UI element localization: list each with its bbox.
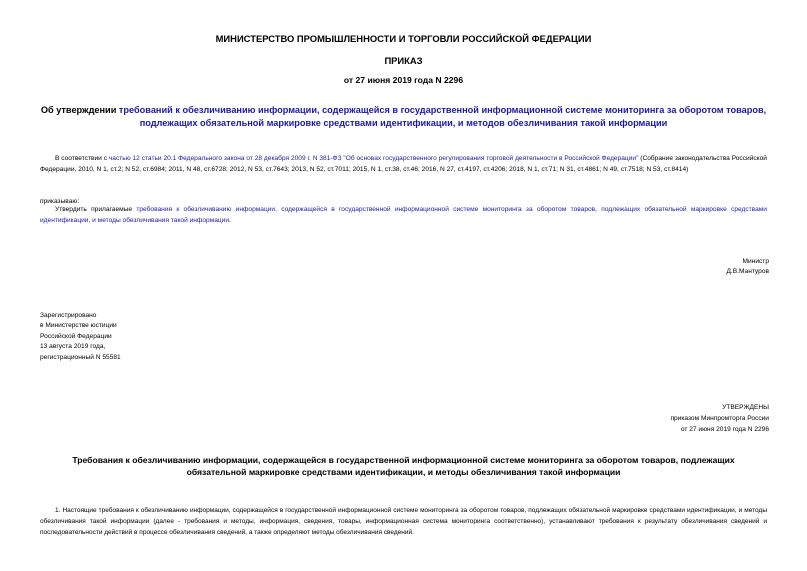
- registration-block: [40, 311, 121, 363]
- order-word: приказываю:: [40, 198, 80, 205]
- order-date-number: от 27 июня 2019 года N 2296: [343, 75, 464, 85]
- registration-line: Российской Федерации: [40, 332, 112, 340]
- approve-text-before: Утвердить прилагаемые: [55, 206, 137, 213]
- ministry-heading: МИНИСТЕРСТВО ПРОМЫШЛЕННОСТИ И ТОРГОВЛИ РОССИЙСКОЙ ФЕДЕРАЦИИ: [215, 33, 592, 44]
- preamble-text-after: (Собрание законодательства Российской Федерации, 2010, N 1, ст.2; N 52, ст.6984; 2011, N 48, ст.6728; 2012, N 53, ст.7643; 2013, N 52, ст.7011; 2015, N 1, ст.38, ст.46; 2016, N 27, ст.4197, ст.4206; 2018, N 1, ст.71; N 31, ст.4861; N 49, ст.7518; N 53, ст.8414): [40, 155, 767, 173]
- approve-text-after: .: [229, 216, 231, 224]
- signature-title: Министр: [742, 258, 769, 265]
- item-1-paragraph: 1. Настоящие требования к обезличиванию информации, содержащейся в государственной информационной системе мониторинга за оборотом товаров, подлежащих обязательной маркировке средствами идентификации, и методы обезличивания такой информации (далее - требования и методы, информация, сведения, товары, информационная система мониторинга соответственно), устанавливают требования к результату обезличивания сведений и последовательности действий в процессе обезличивания сведений, а также определяют методы обезличивания сведений.: [40, 507, 767, 536]
- registration-line: регистрационный N 55581: [40, 353, 121, 361]
- federal-law-link[interactable]: частью 12 статьи 20.1 Федерального закона от 28 декабря 2009 г. N 381-ФЗ "Об основах государственного регулирования торговой деятельности в Российской Федерации": [108, 155, 639, 162]
- registration-line: 13 августа 2019 года,: [40, 343, 106, 351]
- preamble-text-before: В соответствии с: [55, 155, 109, 162]
- approved-line: УТВЕРЖДЕНЫ: [722, 404, 769, 411]
- approved-block: [670, 402, 769, 435]
- registration-line: Зарегистрировано: [40, 312, 97, 319]
- approved-line: от 27 июня 2019 года N 2296: [680, 426, 769, 433]
- doc-type-heading: ПРИКАЗ: [384, 55, 423, 66]
- requirements-title: Требования к обезличиванию информации, содержащейся в государственной информационной системе мониторинга за оборотом товаров, подлежащих обязательной маркировке средствами идентификации, и методы обезличивания такой информации: [72, 455, 735, 477]
- registration-line: в Министерстве юстиции: [40, 322, 117, 330]
- subject-link[interactable]: требований к обезличиванию информации, содержащейся в государственной информационной системе мониторинга за оборотом товаров, подлежащих обязательной маркировке средствами идентификации, и методов обезличивания такой информации: [118, 105, 767, 128]
- approved-line: приказом Минпромторга России: [670, 415, 769, 422]
- requirements-link[interactable]: требования к обезличиванию информации, содержащейся в государственной информационной системе мониторинга за оборотом товаров, подлежащих обязательной маркировке средствами идентификации, и методы обезличивания такой информации: [40, 206, 767, 224]
- approve-paragraph: [40, 205, 767, 226]
- order-subject: [40, 104, 767, 130]
- signature-name: Д.В.Мантуров: [726, 268, 769, 275]
- preamble-paragraph: [40, 154, 767, 175]
- subject-prefix: Об утверждении: [40, 105, 119, 115]
